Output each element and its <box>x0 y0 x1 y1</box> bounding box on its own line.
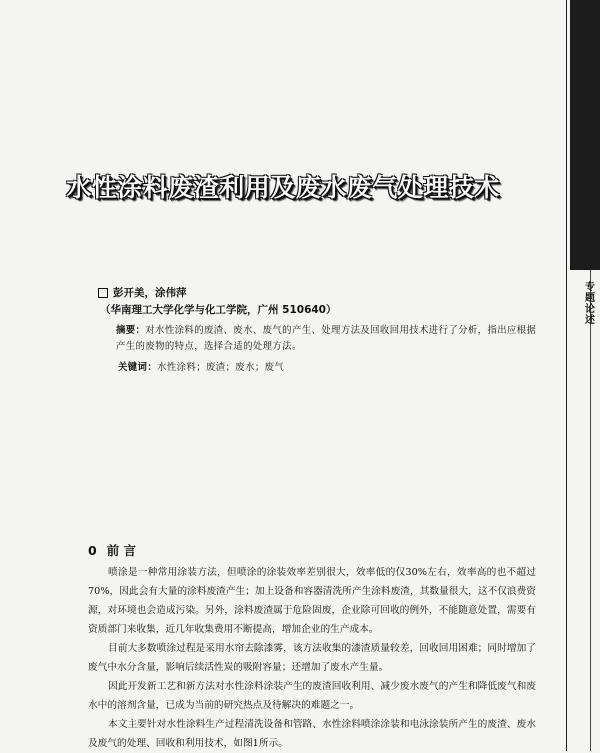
abstract-text: 对水性涂料的废渣、废水、废气的产生、处理方法及回收回用技术进行了分析，指出应根据产生的废物的特点，选择合适的处理方法。 <box>116 325 537 352</box>
margin-black-bar <box>570 0 600 270</box>
keywords-label: 关键词： <box>118 362 158 373</box>
margin-rule <box>566 0 567 751</box>
body-text <box>88 563 536 753</box>
affiliation: （华南理工大学化学与化工学院，广州 510640） <box>100 304 337 316</box>
article-title: 水性涂料废渣利用及废水废气处理技术 <box>66 173 500 202</box>
section-tag: 专题论述 <box>585 282 595 326</box>
abstract <box>98 323 538 355</box>
margin-rule-lower <box>590 270 591 751</box>
paragraph: 喷涂是一种常用涂装方法，但喷涂的涂装效率差别很大，效率低的仅30%左右，效率高的也不超过70%，因此会有大量的涂料废渣产生；加上设备和容器清洗所产生涂料废渣，其数量很大，这不仅浪费资源，对环境也会造成污染。另外，涂料废渣属于危险固废，企业除可回收的例外，不能随意处置，需要有资质部门来收集，近几年收集费用不断提高，增加企业的生产成本。 <box>88 567 536 635</box>
keywords-text: 水性涂料；废渣；废水；废气 <box>157 362 285 373</box>
section-title: 前 言 <box>106 543 137 558</box>
section-number: 0 <box>88 543 97 558</box>
authors-line <box>98 285 187 300</box>
paragraph: 因此开发新工艺和新方法对水性涂料涂装产生的废渣回收利用、减少废水废气的产生和降低废气和废水中的溶剂含量，已成为当前的研究热点及待解决的难题之一。 <box>88 681 536 711</box>
keywords <box>118 359 284 373</box>
paragraph: 目前大多数喷涂过程是采用水帘去除漆雾，该方法收集的漆渣质量较差，回收回用困难；同时增加了废气中水分含量，影响后续活性炭的吸附容量；还增加了废水产生量。 <box>88 643 536 673</box>
checkbox-square-icon <box>98 288 108 298</box>
authors: 彭开美，涂伟萍 <box>113 287 187 299</box>
paragraph: 本文主要针对水性涂料生产过程清洗设备和管路、水性涂料喷涂涂装和电泳涂装所产生的废渣、废水及废气的处理、回收和利用技术，如图1所示。 <box>88 719 536 749</box>
abstract-label: 摘要： <box>116 325 146 336</box>
section-heading <box>88 541 136 559</box>
